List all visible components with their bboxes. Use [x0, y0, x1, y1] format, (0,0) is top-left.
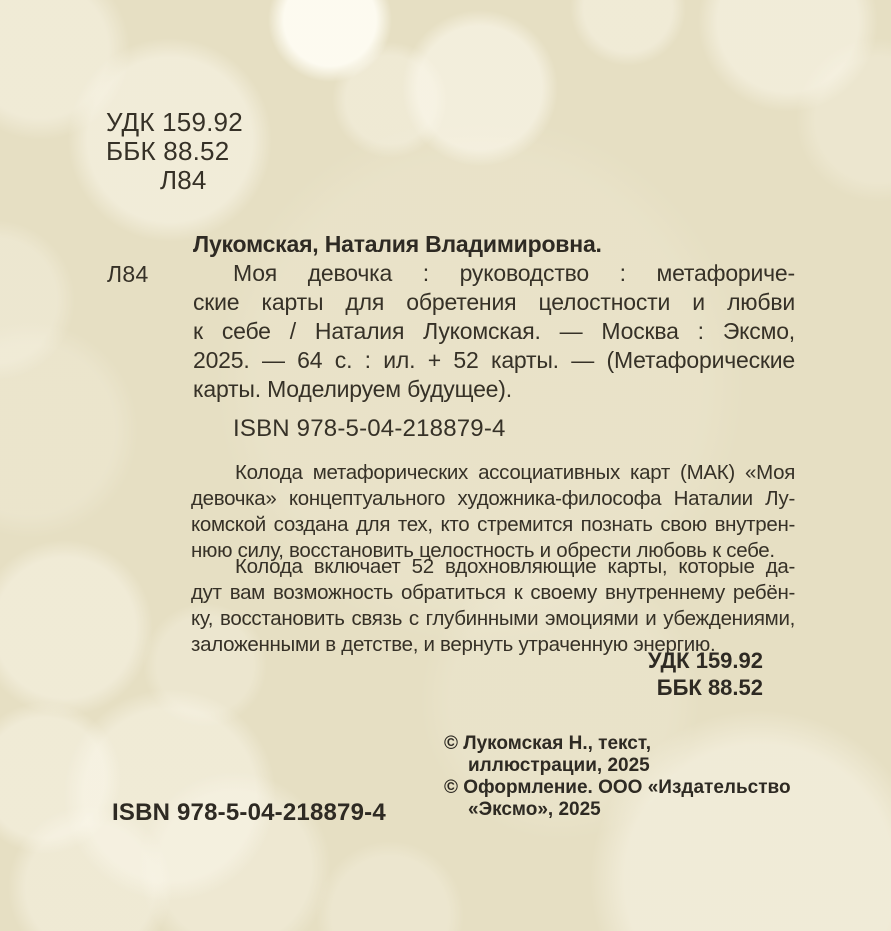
isbn-number-bottom: ISBN 978-5-04-218879-4	[112, 799, 386, 826]
annotation-line: Колода метафорических ассоциативных карт (МАК) «Моя	[235, 461, 795, 484]
annotation-line: комской создана для тех, кто стремится познать свою внутрен-	[191, 513, 795, 536]
annotation-line: заложенными в детстве, и вернуть утраченную энергию.	[191, 633, 716, 656]
classification-codes-bottom	[648, 647, 763, 701]
catalog-line: Моя девочка : руководство : метафориче-	[233, 260, 795, 286]
catalog-line: ские карты для обретения целостности и любви	[193, 289, 795, 315]
udk-code-bottom: УДК 159.92	[647, 648, 763, 673]
annotation-line: девочка» концептуального художника-философа Наталии Лу-	[191, 487, 795, 510]
annotation-line: дут вам возможность обратиться к своему внутреннему ребён-	[191, 581, 795, 604]
udk-code: УДК 159.92	[106, 107, 243, 137]
catalog-line: карты. Моделируем будущее).	[193, 376, 512, 402]
catalog-card	[107, 230, 795, 404]
catalog-author-heading: Лукомская, Наталия Владимировна.	[193, 231, 602, 257]
bbk-code: ББК 88.52	[106, 136, 230, 166]
annotation-paragraph-1	[191, 460, 795, 564]
copyright-notice	[444, 733, 791, 821]
annotation-line: нюю силу, восстановить целостность и обрести любовь к себе.	[191, 539, 775, 562]
catalog-line: к себе / Наталия Лукомская. — Москва : Эксмо,	[193, 318, 795, 344]
copyright-line: иллюстрации, 2025	[468, 755, 650, 776]
copyright-line: © Лукомская Н., текст,	[444, 733, 652, 754]
isbn-number: ISBN 978-5-04-218879-4	[233, 415, 506, 442]
catalog-line: 2025. — 64 с. : ил. + 52 карты. — (Метафорические	[193, 347, 795, 373]
author-sign-code: Л84	[160, 165, 207, 195]
author-sign-code-margin: Л84	[107, 261, 149, 287]
annotation-line: ку, восстановить связь с глубинными эмоциями и убеждениями,	[191, 607, 795, 630]
bbk-code-bottom: ББК 88.52	[656, 675, 763, 700]
classification-codes-top	[106, 108, 243, 195]
copyright-line: «Эксмо», 2025	[468, 799, 601, 820]
copyright-line: © Оформление. ООО «Издательство	[444, 777, 791, 798]
annotation-paragraph-2	[191, 554, 795, 658]
annotation-line: Колода включает 52 вдохновляющие карты, которые да-	[235, 555, 795, 578]
